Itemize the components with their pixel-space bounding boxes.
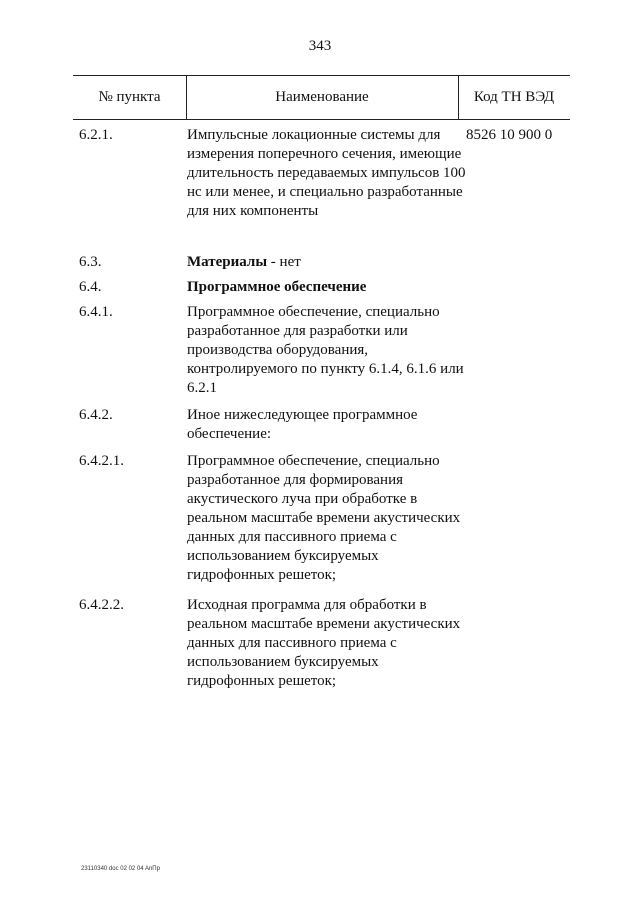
table-row — [0, 126, 640, 253]
row-text: Иное нижеследующее программное обеспечение: — [187, 407, 418, 442]
table-row — [0, 596, 640, 696]
table-row — [0, 452, 640, 596]
table-body — [0, 126, 640, 696]
row-number: 6.2.1. — [79, 127, 113, 143]
header-item-number: № пункта — [98, 89, 161, 105]
table-header — [73, 75, 570, 120]
row-text: Программное обеспечение — [187, 279, 367, 295]
row-number: 6.3. — [79, 254, 102, 270]
row-number: 6.4. — [79, 279, 102, 295]
row-number: 6.4.2.2. — [79, 597, 124, 613]
header-name: Наименование — [275, 89, 369, 105]
table-row — [0, 406, 640, 452]
header-code: Код ТН ВЭД — [473, 89, 555, 105]
row-text: Программное обеспечение, специально разработанное для разработки или производства оборудования, контролируемого по пункту 6.1.4, 6.1.6 или 6.2.1 — [187, 304, 464, 396]
row-text: Импульсные локационные системы для измерения поперечного сечения, имеющие длительность передаваемых импульсов 100 нс или менее, и специально разработанные для них компоненты — [187, 127, 466, 219]
row-text-rest: - нет — [267, 254, 301, 270]
row-number: 6.4.1. — [79, 304, 113, 320]
table-row — [0, 253, 640, 278]
row-text — [187, 253, 467, 272]
table-row — [0, 278, 640, 303]
row-text-bold: Материалы — [187, 254, 268, 270]
table-row — [0, 303, 640, 406]
row-text: Исходная программа для обработки в реальном масштабе времени акустических данных для пассивного приема с использованием буксируемых гидрофонных решеток; — [187, 597, 461, 689]
page-number: 343 — [308, 38, 332, 54]
row-number: 6.4.2. — [79, 407, 113, 423]
row-number: 6.4.2.1. — [79, 453, 124, 469]
row-text: Программное обеспечение, специально разработанное для формирования акустического луча при обработке в реальном масштабе времени акустических данных для пассивного приема с использованием буксируемых гидрофонных решеток; — [187, 453, 461, 583]
footer-code: 23110340 doc 02 02 04 AnПр — [81, 866, 160, 872]
row-code: 8526 10 900 0 — [466, 127, 553, 143]
